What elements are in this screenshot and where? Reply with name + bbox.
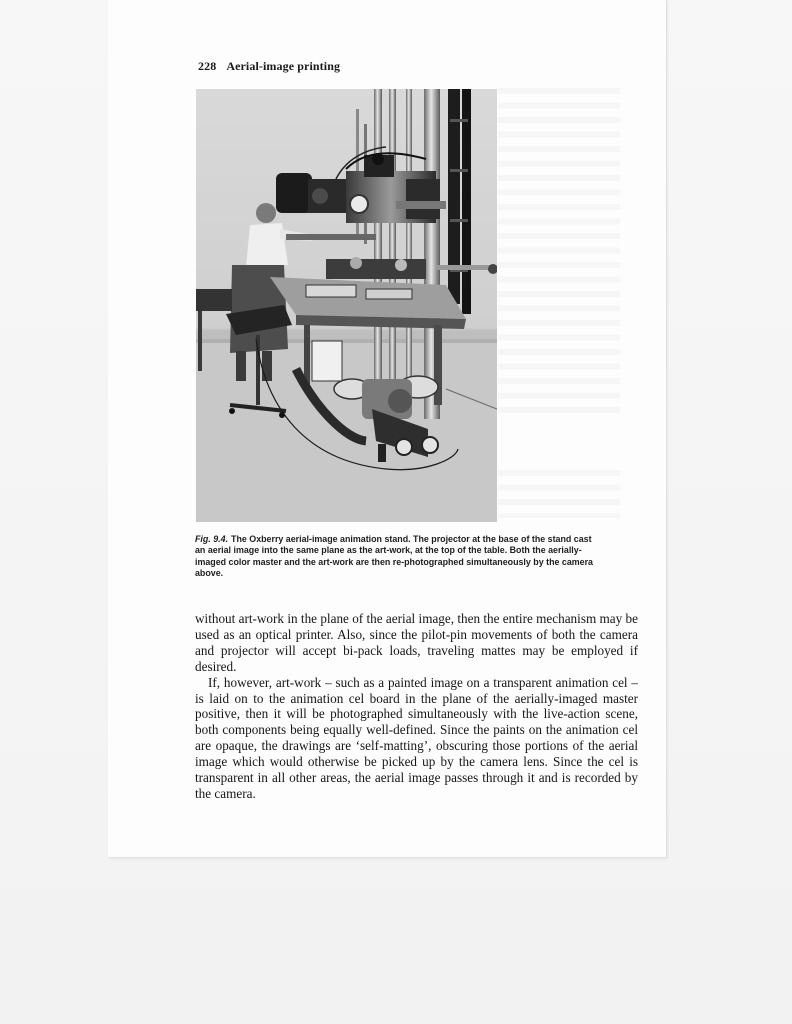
show-through-texture [498, 470, 620, 518]
body-text [195, 611, 638, 802]
page-number: 228 [198, 59, 217, 73]
running-head [198, 59, 340, 74]
paragraph: without art-work in the plane of the aerial image, then the entire mechanism may be used as an optical printer. Also, since the pilot-pin movements of both the camera and projector will accept bi-pack loads, traveling mattes may be employed if desired. [195, 611, 638, 674]
animation-stand-photo [196, 89, 497, 522]
paragraph: If, however, art-work – such as a painted image on a transparent animation cel – is laid on to the animation cel board in the plane of the aerially-imaged master positive, then it will be photographed simultaneously with the live-action scene, both components being equally well-defined. Since the paints on the animation cel are opaque, the drawings are ‘self-matting’, obscuring those portions of the aerial image which would otherwise be picked up by the camera lens. Since the cel is transparent in all other areas, the aerial image passes through it and is recorded by the camera. [195, 674, 638, 801]
figure-caption [195, 534, 601, 579]
figure-caption-text: The Oxberry aerial-image animation stand. The projector at the base of the stand cast an aerial image into the same plane as the art-work, at the top of the table. Both the aerially-imaged color master and the art-work are then re-photographed simultaneously by the camera above. [195, 534, 593, 578]
running-title: Aerial-image printing [226, 59, 341, 73]
figure-label: Fig. 9.4. [195, 534, 229, 544]
figure-photo [196, 89, 497, 522]
show-through-texture [498, 88, 620, 418]
